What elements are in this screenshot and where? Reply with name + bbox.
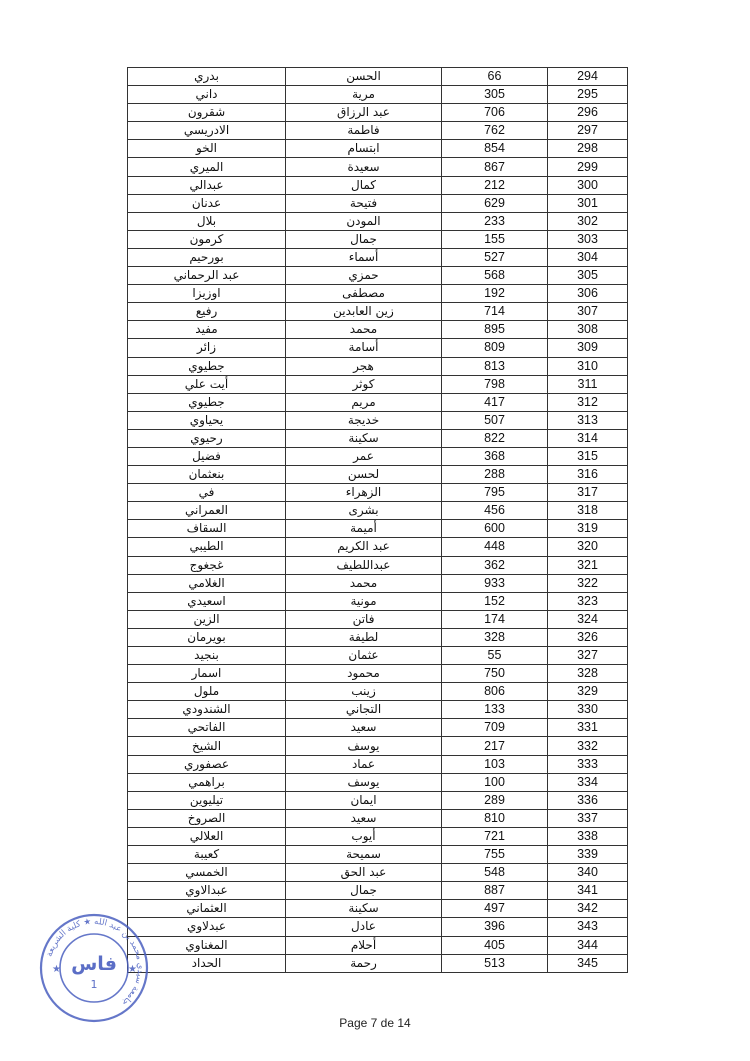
cell-rank: 338 — [548, 827, 628, 845]
cell-number: 212 — [442, 176, 548, 194]
cell-rank: 318 — [548, 502, 628, 520]
cell-last-name: عبدالي — [128, 176, 286, 194]
cell-rank: 305 — [548, 267, 628, 285]
table-row — [128, 502, 628, 520]
table-row — [128, 683, 628, 701]
cell-rank: 322 — [548, 574, 628, 592]
cell-last-name: الفاتحي — [128, 719, 286, 737]
cell-rank: 334 — [548, 773, 628, 791]
cell-first-name: زينب — [286, 683, 442, 701]
cell-number: 721 — [442, 827, 548, 845]
cell-first-name: زين العابدين — [286, 303, 442, 321]
cell-first-name: عثمان — [286, 647, 442, 665]
cell-number: 854 — [442, 140, 548, 158]
cell-number: 448 — [442, 538, 548, 556]
table-row — [128, 647, 628, 665]
cell-last-name: تيليوين — [128, 791, 286, 809]
cell-first-name: فاتن — [286, 610, 442, 628]
table-row — [128, 104, 628, 122]
cell-last-name: بدري — [128, 68, 286, 86]
cell-rank: 296 — [548, 104, 628, 122]
cell-rank: 326 — [548, 628, 628, 646]
cell-number: 217 — [442, 737, 548, 755]
cell-first-name: سميحة — [286, 846, 442, 864]
cell-rank: 336 — [548, 791, 628, 809]
cell-number: 396 — [442, 918, 548, 936]
cell-number: 568 — [442, 267, 548, 285]
cell-number: 706 — [442, 104, 548, 122]
table-row — [128, 701, 628, 719]
cell-first-name: فتيحة — [286, 194, 442, 212]
cell-number: 507 — [442, 411, 548, 429]
stamp-city: فاس — [71, 953, 117, 975]
cell-last-name: الخمسي — [128, 864, 286, 882]
table-row — [128, 900, 628, 918]
svg-text:★: ★ — [52, 964, 61, 975]
table-row — [128, 140, 628, 158]
cell-rank: 342 — [548, 900, 628, 918]
cell-number: 152 — [442, 592, 548, 610]
cell-last-name: اسمار — [128, 665, 286, 683]
cell-first-name: بشرى — [286, 502, 442, 520]
cell-last-name: عصفوري — [128, 755, 286, 773]
table-row — [128, 86, 628, 104]
cell-number: 103 — [442, 755, 548, 773]
stamp-ring-text: جامعة سيدي محمد بن عبد الله ★ كلية الشريعة — [44, 916, 146, 1008]
cell-first-name: الحسن — [286, 68, 442, 86]
cell-first-name: عمر — [286, 447, 442, 465]
cell-last-name: الادريسي — [128, 122, 286, 140]
table-row — [128, 610, 628, 628]
cell-last-name: عدنان — [128, 194, 286, 212]
results-table — [127, 67, 628, 973]
cell-last-name: المغناوي — [128, 936, 286, 954]
cell-number: 328 — [442, 628, 548, 646]
cell-rank: 314 — [548, 429, 628, 447]
cell-first-name: عبداللطيف — [286, 556, 442, 574]
cell-last-name: بنجيد — [128, 647, 286, 665]
cell-rank: 303 — [548, 230, 628, 248]
cell-rank: 302 — [548, 212, 628, 230]
cell-last-name: الطيبي — [128, 538, 286, 556]
cell-rank: 331 — [548, 719, 628, 737]
university-stamp-icon — [38, 912, 150, 1024]
cell-last-name: الشندودي — [128, 701, 286, 719]
stamp-number: 1 — [90, 978, 98, 991]
cell-rank: 339 — [548, 846, 628, 864]
cell-last-name: عبدلاوي — [128, 918, 286, 936]
cell-last-name: بنعثمان — [128, 466, 286, 484]
table-row — [128, 737, 628, 755]
cell-last-name: العلالي — [128, 827, 286, 845]
cell-rank: 332 — [548, 737, 628, 755]
cell-first-name: كمال — [286, 176, 442, 194]
cell-number: 887 — [442, 882, 548, 900]
cell-last-name: فضيل — [128, 447, 286, 465]
cell-first-name: التجاني — [286, 701, 442, 719]
cell-rank: 313 — [548, 411, 628, 429]
cell-first-name: عبد الرزاق — [286, 104, 442, 122]
cell-last-name: بلال — [128, 212, 286, 230]
table-row — [128, 357, 628, 375]
cell-rank: 308 — [548, 321, 628, 339]
table-row — [128, 122, 628, 140]
cell-number: 405 — [442, 936, 548, 954]
cell-last-name: اسعيدي — [128, 592, 286, 610]
cell-first-name: عبد الحق — [286, 864, 442, 882]
cell-last-name: داني — [128, 86, 286, 104]
table-row — [128, 194, 628, 212]
cell-first-name: جمال — [286, 882, 442, 900]
table-row — [128, 393, 628, 411]
table-row — [128, 484, 628, 502]
cell-first-name: أسماء — [286, 248, 442, 266]
cell-number: 233 — [442, 212, 548, 230]
table-row — [128, 574, 628, 592]
cell-rank: 316 — [548, 466, 628, 484]
table-row — [128, 267, 628, 285]
table-row — [128, 321, 628, 339]
cell-rank: 309 — [548, 339, 628, 357]
table-row — [128, 954, 628, 972]
table-row — [128, 447, 628, 465]
table-row — [128, 556, 628, 574]
cell-last-name: الحداد — [128, 954, 286, 972]
cell-rank: 337 — [548, 809, 628, 827]
cell-first-name: عبد الكريم — [286, 538, 442, 556]
cell-rank: 341 — [548, 882, 628, 900]
cell-first-name: أسامة — [286, 339, 442, 357]
cell-last-name: بويرمان — [128, 628, 286, 646]
cell-number: 600 — [442, 520, 548, 538]
svg-text:★: ★ — [128, 964, 137, 975]
table-row — [128, 285, 628, 303]
cell-rank: 315 — [548, 447, 628, 465]
cell-last-name: رفيع — [128, 303, 286, 321]
cell-rank: 304 — [548, 248, 628, 266]
cell-first-name: المودن — [286, 212, 442, 230]
cell-first-name: سعيد — [286, 719, 442, 737]
cell-rank: 301 — [548, 194, 628, 212]
table-row — [128, 230, 628, 248]
cell-last-name: الصروخ — [128, 809, 286, 827]
cell-rank: 317 — [548, 484, 628, 502]
table-row — [128, 791, 628, 809]
cell-last-name: رحيوي — [128, 429, 286, 447]
cell-last-name: اوزيزا — [128, 285, 286, 303]
cell-first-name: مصطفى — [286, 285, 442, 303]
results-table-container — [127, 67, 625, 973]
table-row — [128, 339, 628, 357]
cell-last-name: أيت علي — [128, 375, 286, 393]
cell-number: 709 — [442, 719, 548, 737]
cell-first-name: أميمة — [286, 520, 442, 538]
table-row — [128, 538, 628, 556]
table-row — [128, 864, 628, 882]
table-row — [128, 248, 628, 266]
cell-number: 527 — [442, 248, 548, 266]
cell-first-name: مرية — [286, 86, 442, 104]
cell-rank: 328 — [548, 665, 628, 683]
table-row — [128, 375, 628, 393]
cell-number: 66 — [442, 68, 548, 86]
cell-rank: 345 — [548, 954, 628, 972]
cell-number: 417 — [442, 393, 548, 411]
table-row — [128, 628, 628, 646]
cell-number: 497 — [442, 900, 548, 918]
cell-first-name: سعيد — [286, 809, 442, 827]
cell-first-name: يوسف — [286, 737, 442, 755]
cell-first-name: مريم — [286, 393, 442, 411]
table-row — [128, 68, 628, 86]
cell-first-name: فاطمة — [286, 122, 442, 140]
cell-number: 629 — [442, 194, 548, 212]
cell-number: 755 — [442, 846, 548, 864]
cell-first-name: سكينة — [286, 429, 442, 447]
cell-rank: 294 — [548, 68, 628, 86]
cell-rank: 298 — [548, 140, 628, 158]
cell-rank: 310 — [548, 357, 628, 375]
table-row — [128, 846, 628, 864]
cell-number: 809 — [442, 339, 548, 357]
cell-rank: 330 — [548, 701, 628, 719]
cell-first-name: مونية — [286, 592, 442, 610]
cell-last-name: ملول — [128, 683, 286, 701]
table-row — [128, 303, 628, 321]
cell-number: 174 — [442, 610, 548, 628]
cell-first-name: لطيفة — [286, 628, 442, 646]
cell-number: 798 — [442, 375, 548, 393]
cell-last-name: عبد الرحماني — [128, 267, 286, 285]
cell-first-name: رحمة — [286, 954, 442, 972]
cell-number: 305 — [442, 86, 548, 104]
cell-rank: 333 — [548, 755, 628, 773]
cell-last-name: العمراني — [128, 502, 286, 520]
cell-first-name: حمزي — [286, 267, 442, 285]
results-table-body — [128, 68, 628, 973]
cell-last-name: مفيد — [128, 321, 286, 339]
cell-number: 100 — [442, 773, 548, 791]
cell-first-name: ايمان — [286, 791, 442, 809]
cell-number: 55 — [442, 647, 548, 665]
cell-first-name: خديجة — [286, 411, 442, 429]
page-number: Page 7 de 14 — [339, 1016, 411, 1030]
cell-first-name: كوثر — [286, 375, 442, 393]
cell-rank: 307 — [548, 303, 628, 321]
cell-number: 813 — [442, 357, 548, 375]
cell-last-name: زائر — [128, 339, 286, 357]
table-row — [128, 212, 628, 230]
cell-number: 762 — [442, 122, 548, 140]
cell-last-name: جطيوي — [128, 357, 286, 375]
cell-number: 714 — [442, 303, 548, 321]
cell-number: 155 — [442, 230, 548, 248]
cell-rank: 324 — [548, 610, 628, 628]
cell-first-name: عماد — [286, 755, 442, 773]
table-row — [128, 882, 628, 900]
cell-first-name: عادل — [286, 918, 442, 936]
cell-rank: 320 — [548, 538, 628, 556]
table-row — [128, 429, 628, 447]
cell-number: 867 — [442, 158, 548, 176]
cell-number: 795 — [442, 484, 548, 502]
cell-first-name: ابتسام — [286, 140, 442, 158]
cell-last-name: في — [128, 484, 286, 502]
cell-last-name: الغلامي — [128, 574, 286, 592]
cell-last-name: غجغوج — [128, 556, 286, 574]
cell-first-name: محمد — [286, 574, 442, 592]
cell-rank: 311 — [548, 375, 628, 393]
cell-rank: 299 — [548, 158, 628, 176]
cell-last-name: شقرون — [128, 104, 286, 122]
table-row — [128, 918, 628, 936]
cell-first-name: يوسف — [286, 773, 442, 791]
cell-rank: 344 — [548, 936, 628, 954]
cell-last-name: السقاف — [128, 520, 286, 538]
cell-number: 368 — [442, 447, 548, 465]
cell-rank: 319 — [548, 520, 628, 538]
table-row — [128, 520, 628, 538]
cell-rank: 329 — [548, 683, 628, 701]
table-row — [128, 755, 628, 773]
cell-last-name: بورحيم — [128, 248, 286, 266]
cell-first-name: محمد — [286, 321, 442, 339]
table-row — [128, 719, 628, 737]
cell-number: 192 — [442, 285, 548, 303]
cell-rank: 327 — [548, 647, 628, 665]
cell-number: 895 — [442, 321, 548, 339]
cell-last-name: براهمي — [128, 773, 286, 791]
table-row — [128, 809, 628, 827]
cell-number: 933 — [442, 574, 548, 592]
cell-number: 288 — [442, 466, 548, 484]
cell-last-name: الخو — [128, 140, 286, 158]
table-row — [128, 176, 628, 194]
cell-first-name: سكينة — [286, 900, 442, 918]
cell-last-name: الزين — [128, 610, 286, 628]
cell-first-name: سعيدة — [286, 158, 442, 176]
cell-last-name: كرمون — [128, 230, 286, 248]
table-row — [128, 773, 628, 791]
cell-first-name: هجر — [286, 357, 442, 375]
cell-number: 133 — [442, 701, 548, 719]
cell-number: 362 — [442, 556, 548, 574]
table-row — [128, 158, 628, 176]
cell-first-name: لحسن — [286, 466, 442, 484]
table-row — [128, 466, 628, 484]
cell-number: 548 — [442, 864, 548, 882]
cell-number: 456 — [442, 502, 548, 520]
cell-last-name: يحياوي — [128, 411, 286, 429]
cell-number: 750 — [442, 665, 548, 683]
cell-last-name: الشيخ — [128, 737, 286, 755]
cell-number: 289 — [442, 791, 548, 809]
cell-number: 822 — [442, 429, 548, 447]
table-row — [128, 936, 628, 954]
cell-rank: 321 — [548, 556, 628, 574]
cell-first-name: أحلام — [286, 936, 442, 954]
cell-rank: 312 — [548, 393, 628, 411]
table-row — [128, 411, 628, 429]
table-row — [128, 665, 628, 683]
cell-rank: 297 — [548, 122, 628, 140]
cell-last-name: جطيوي — [128, 393, 286, 411]
cell-rank: 306 — [548, 285, 628, 303]
cell-last-name: كعيبة — [128, 846, 286, 864]
table-row — [128, 592, 628, 610]
cell-rank: 343 — [548, 918, 628, 936]
cell-number: 810 — [442, 809, 548, 827]
cell-last-name: العثماني — [128, 900, 286, 918]
cell-first-name: الزهراء — [286, 484, 442, 502]
table-row — [128, 827, 628, 845]
cell-first-name: محمود — [286, 665, 442, 683]
cell-number: 806 — [442, 683, 548, 701]
cell-rank: 323 — [548, 592, 628, 610]
cell-last-name: عبدالاوي — [128, 882, 286, 900]
cell-number: 513 — [442, 954, 548, 972]
cell-rank: 300 — [548, 176, 628, 194]
cell-rank: 295 — [548, 86, 628, 104]
cell-last-name: الميري — [128, 158, 286, 176]
cell-first-name: جمال — [286, 230, 442, 248]
cell-first-name: أيوب — [286, 827, 442, 845]
cell-rank: 340 — [548, 864, 628, 882]
